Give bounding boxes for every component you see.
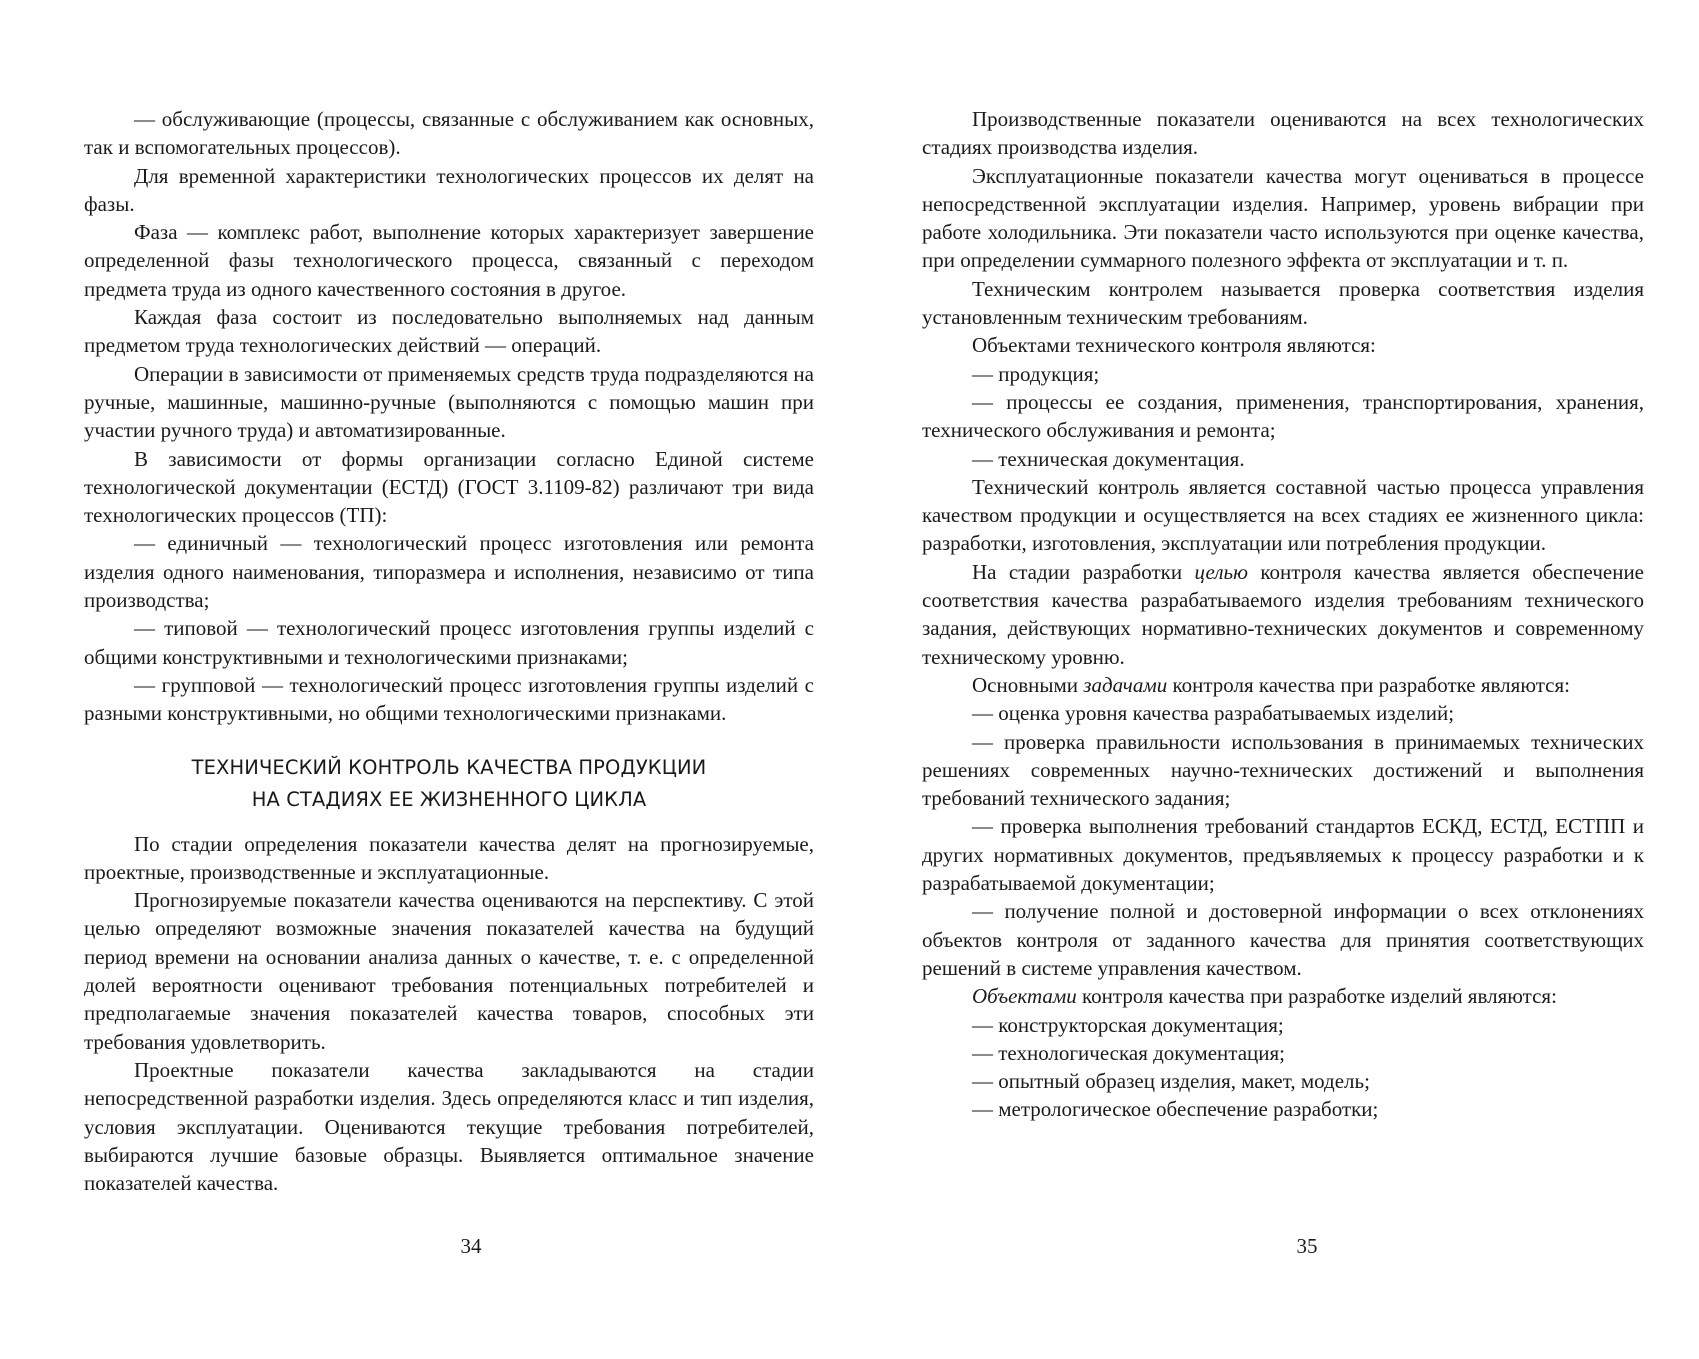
list-item: — техническая документация. (972, 446, 1245, 471)
paragraph: Прогнозируемые показатели качества оцениваются на перспективу. С этой целью определяют возможные значения показателей качества на будущий период времени на основании анализа данных о качестве, т. е. с определенной долей вероятности оценивают требования потенциальных потребителей и предполагаемые значения показателей качества товаров, способных эти требования удовлетворить. (84, 888, 814, 1054)
paragraph: В зависимости от формы организации согласно Единой системе технологической документации (ЕСТД) (ГОСТ 3.1109-82) различают три вида технологических процессов (ТП): (84, 446, 814, 528)
text-run: контроля качества при разработке являются: (1167, 672, 1570, 697)
italic-term: целью (1194, 559, 1248, 584)
paragraph: Фаза — комплекс работ, выполнение которых характеризует завершение определенной фазы технологического процесса, связанный с переходом предмета труда из одного качественного состояния в другое. (84, 220, 814, 301)
text-run: контроля качества является обеспечение соответствия качества разрабатываемого изделия требованиям технического задания, действующих нормативно-технических документов и современному техническому уровню. (922, 559, 1645, 669)
list-item: — проверка правильности использования в принимаемых технических решениях современных научно-технических достижений и выполнения требований технического задания; (922, 729, 1644, 811)
paragraph (922, 558, 1644, 671)
section-heading-line-1: ТЕХНИЧЕСКИЙ КОНТРОЛЬ КАЧЕСТВА ПРОДУКЦИИ (191, 755, 707, 779)
list-item: — проверка выполнения требований стандартов ЕСКД, ЕСТД, ЕСТПП и других нормативных документов, предъявляемых к процессу разработки и к разрабатываемой документации; (922, 814, 1644, 896)
page-number-left: 34 (460, 1234, 482, 1258)
paragraph: Производственные показатели оцениваются на всех технологических стадиях производства изделия. (922, 107, 1644, 160)
italic-term: Объектами (972, 984, 1077, 1009)
list-item: — процессы ее создания, применения, транспортирования, хранения, технического обслуживания и ремонта; (922, 389, 1644, 443)
paragraph: — обслуживающие (процессы, связанные с обслуживанием как основных, так и вспомогательных процессов). (84, 107, 814, 160)
paragraph: По стадии определения показатели качества делят на прогнозируемые, проектные, производственные и эксплуатационные. (84, 831, 814, 884)
paragraph: — групповой — технологический процесс изготовления группы изделий с разными конструктивными, но общими технологическими признаками. (84, 672, 814, 726)
list-item: — опытный образец изделия, макет, модель; (972, 1069, 1370, 1094)
list-item: — метрологическое обеспечение разработки; (972, 1097, 1379, 1122)
paragraph: Объектами технического контроля являются: (972, 333, 1376, 358)
italic-term: задачами (1083, 672, 1168, 697)
paragraph: Операции в зависимости от применяемых средств труда подразделяются на ручные, машинные, машинно-ручные (выполняются с помощью машин при участии ручного труда) и автоматизированные. (84, 361, 814, 443)
paragraph: Техническим контролем называется проверка соответствия изделия установленным техническим требованиям. (922, 276, 1644, 330)
left-page (84, 105, 814, 1197)
list-item: — получение полной и достоверной информации о всех отклонениях объектов контроля от заданного качества для принятия соответствующих решений в системе управления качеством. (922, 899, 1644, 980)
list-item: — технологическая документация; (972, 1040, 1285, 1065)
paragraph: — единичный — технологический процесс изготовления или ремонта изделия одного наименования, типоразмера и исполнения, независимо от типа производства; (84, 531, 814, 613)
paragraph: Проектные показатели качества закладываются на стадии непосредственной разработки изделия. Здесь определяются класс и тип изделия, условия эксплуатации. Оцениваются текущие требования потребителей, выбираются лучшие базовые образцы. Выявляется оптимальное значение показателей качества. (84, 1057, 814, 1196)
right-page (922, 105, 1644, 1124)
section-heading-line-2: НА СТАДИЯХ ЕЕ ЖИЗНЕННОГО ЦИКЛА (251, 787, 647, 811)
paragraph (922, 982, 1644, 1010)
list-item: — оценка уровня качества разрабатываемых изделий; (972, 701, 1455, 726)
list-item: — продукция; (972, 361, 1100, 386)
paragraph: Для временной характеристики технологических процессов их делят на фазы. (84, 163, 814, 216)
paragraph: Технический контроль является составной частью процесса управления качеством продукции и осуществляется на всех стадиях ее жизненного цикла: разработки, изготовления, эксплуатации или потребления продукции. (922, 474, 1644, 556)
paragraph: Каждая фаза состоит из последовательно выполняемых над данным предметом труда технологических действий — операций. (84, 305, 814, 358)
text-run: контроля качества при разработке изделий являются: (1076, 984, 1557, 1009)
paragraph (922, 671, 1644, 699)
paragraph: — типовой — технологический процесс изготовления группы изделий с общими конструктивными и технологическими признаками; (84, 616, 814, 669)
section-heading (84, 752, 814, 816)
paragraph: Эксплуатационные показатели качества могут оцениваться в процессе непосредственной эксплуатации изделия. Например, уровень вибрации при работе холодильника. Эти показатели часто используются при оценке качества, при определении суммарного полезного эффекта от эксплуатации и т. п. (922, 163, 1644, 273)
page-number-right: 35 (1296, 1234, 1318, 1258)
text-run: Основными (972, 672, 1084, 697)
text-run: На стадии разработки (972, 559, 1195, 584)
list-item: — конструкторская документация; (972, 1012, 1284, 1037)
